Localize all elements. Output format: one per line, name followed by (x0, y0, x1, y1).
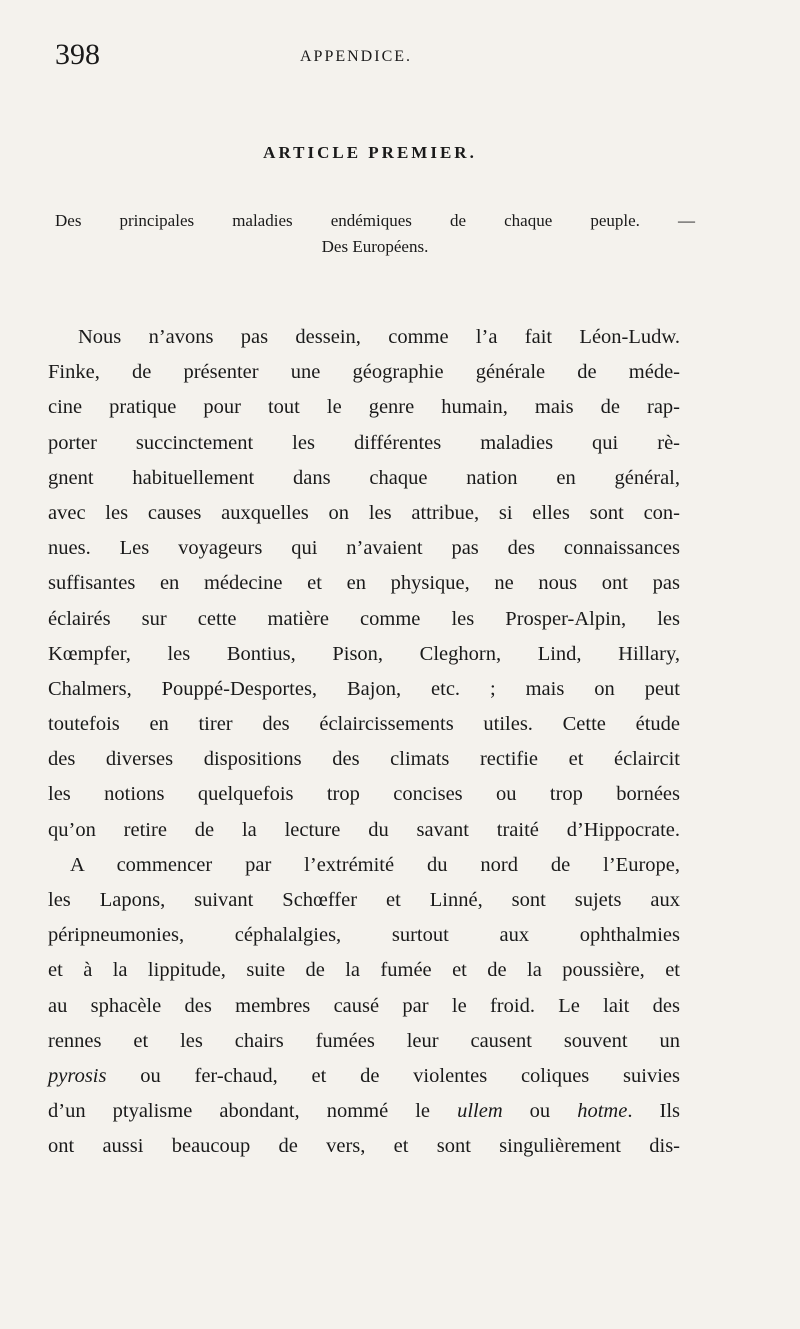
italic-term: ullem (457, 1100, 503, 1123)
text-line: nues. Les voyageurs qui n’avaient pas des connaissances (48, 537, 680, 560)
italic-term: pyrosis (48, 1064, 107, 1087)
text-line: rennes et les chairs fumées leur causent souvent un (48, 1029, 680, 1052)
text-line: qu’on retire de la lecture du savant traité d’Hippocrate. (48, 818, 680, 841)
text-line (48, 1059, 680, 1094)
text-line: les Lapons, suivant Schœffer et Linné, sont sujets aux (48, 889, 680, 911)
text-segment: ou fer-chaud, et de violentes coliques suivies (106, 1064, 680, 1087)
text-segment: . Ils (627, 1100, 680, 1123)
text-line: cine pratique pour tout le genre humain, mais de rap- (48, 396, 680, 419)
subtitle-line: Des principales maladies endémiques de chaque peuple. — (55, 211, 695, 230)
text-line: Chalmers, Pouppé-Desportes, Bajon, etc. ; mais on peut (48, 677, 680, 700)
running-head (55, 38, 740, 78)
text-segment: d’un ptyalisme abondant, nommé le (48, 1100, 458, 1123)
text-line: gnent habituellement dans chaque nation en général, (48, 466, 680, 489)
text-line: au sphacèle des membres causé par le froid. Le lait des (48, 994, 680, 1017)
subtitle-line: Des Européens. (321, 237, 429, 256)
article-subtitle (55, 208, 695, 260)
text-line: A commencer par l’extrémité du nord de l’Europe, (70, 853, 680, 876)
text-line: des diverses dispositions des climats rectifie et éclaircit (48, 748, 680, 771)
page-number: 398 (55, 38, 100, 71)
text-line: porter succinctement les différentes maladies qui rè- (48, 431, 680, 454)
text-line (48, 1094, 680, 1129)
text-line: éclairés sur cette matière comme les Prosper-Alpin, les (48, 607, 680, 630)
body-text (48, 320, 680, 1165)
text-line: Finke, de présenter une géographie générale de méde- (48, 361, 680, 384)
text-line: et à la lippitude, suite de la fumée et de la poussière, et (48, 959, 680, 982)
text-line: les notions quelquefois trop concises ou trop bornées (48, 783, 680, 806)
text-line: avec les causes auxquelles on les attribue, si elles sont con- (48, 501, 680, 524)
text-segment: ou (502, 1100, 578, 1123)
text-line: toutefois en tirer des éclaircissements utiles. Cette étude (48, 713, 680, 736)
text-line: ont aussi beaucoup de vers, et sont singulièrement dis- (48, 1135, 680, 1158)
italic-term: hotme (577, 1100, 628, 1123)
text-line: péripneumonies, céphalalgies, surtout aux ophthalmies (48, 924, 680, 947)
running-title: APPENDICE. (300, 48, 413, 65)
text-line: Kœmpfer, les Bontius, Pison, Cleghorn, Lind, Hillary, (48, 642, 680, 665)
text-line: suffisantes en médecine et en physique, ne nous ont pas (48, 572, 680, 595)
text-line: Nous n’avons pas dessein, comme l’a fait Léon-Ludw. (78, 326, 680, 348)
article-heading: ARTICLE PREMIER. (263, 143, 477, 162)
